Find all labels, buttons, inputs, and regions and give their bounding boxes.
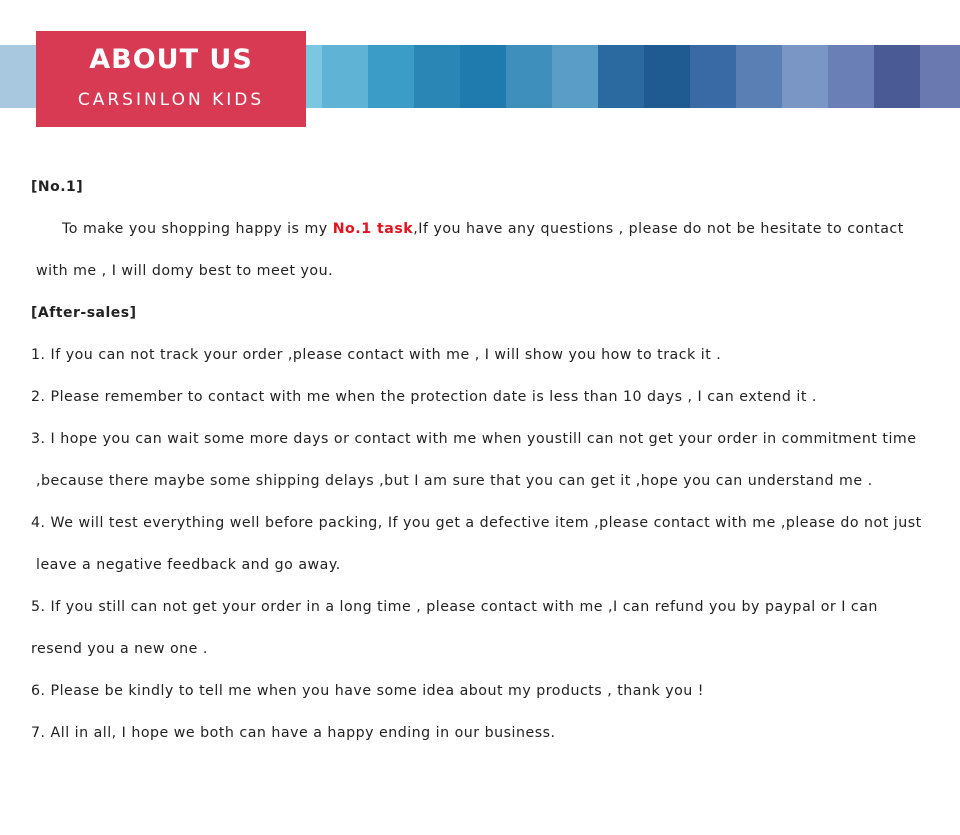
banner-stripe xyxy=(506,45,552,108)
policy-item-3-continued: ,because there maybe some shipping delays ,but I am sure that you can get it ,hope you can understand me . xyxy=(36,473,873,489)
intro-line xyxy=(31,208,941,250)
banner-stripe xyxy=(552,45,598,108)
section-heading-after-sales: [After-sales] xyxy=(31,305,137,321)
intro-highlight: No.1 task xyxy=(332,221,414,237)
banner-stripe xyxy=(828,45,874,108)
banner-stripe xyxy=(598,45,644,108)
intro-line-continued: with me , I will domy best to meet you. xyxy=(36,263,334,279)
policy-item-1: 1. If you can not track your order ,please contact with me , I will show you how to track it . xyxy=(31,347,722,363)
policy-item-5-continued: resend you a new one . xyxy=(31,641,208,657)
about-us-badge xyxy=(36,31,306,127)
banner-stripe xyxy=(322,45,368,108)
policy-item-7: 7. All in all, I hope we both can have a happy ending in our business. xyxy=(31,725,556,741)
banner-stripe xyxy=(874,45,920,108)
banner-stripe xyxy=(644,45,690,108)
intro-text-after: ,If you have any questions , please do not be hesitate to contact xyxy=(413,221,904,237)
banner-stripe xyxy=(736,45,782,108)
banner-stripe xyxy=(460,45,506,108)
section-heading-no1: [No.1] xyxy=(31,179,84,195)
banner-stripe xyxy=(782,45,828,108)
banner-stripe xyxy=(368,45,414,108)
banner-stripe xyxy=(920,45,960,108)
policy-item-6: 6. Please be kindly to tell me when you have some idea about my products , thank you ! xyxy=(31,683,704,699)
policy-item-5: 5. If you still can not get your order in a long time , please contact with me ,I can refund you by paypal or I can xyxy=(31,599,878,615)
banner-stripe xyxy=(690,45,736,108)
badge-subtitle: CARSINLON KIDS xyxy=(77,90,265,110)
banner-stripe xyxy=(414,45,460,108)
policy-item-4: 4. We will test everything well before packing, If you get a defective item ,please contact with me ,please do not just xyxy=(31,515,922,531)
policy-item-2: 2. Please remember to contact with me when the protection date is less than 10 days , I can extend it . xyxy=(31,389,817,405)
about-content xyxy=(31,166,941,754)
policy-item-4-continued: leave a negative feedback and go away. xyxy=(36,557,341,573)
badge-title: ABOUT US xyxy=(89,44,253,75)
intro-text-before: To make you shopping happy is my xyxy=(62,221,333,237)
policy-item-3: 3. I hope you can wait some more days or contact with me when youstill can not get your order in commitment time xyxy=(31,431,917,447)
